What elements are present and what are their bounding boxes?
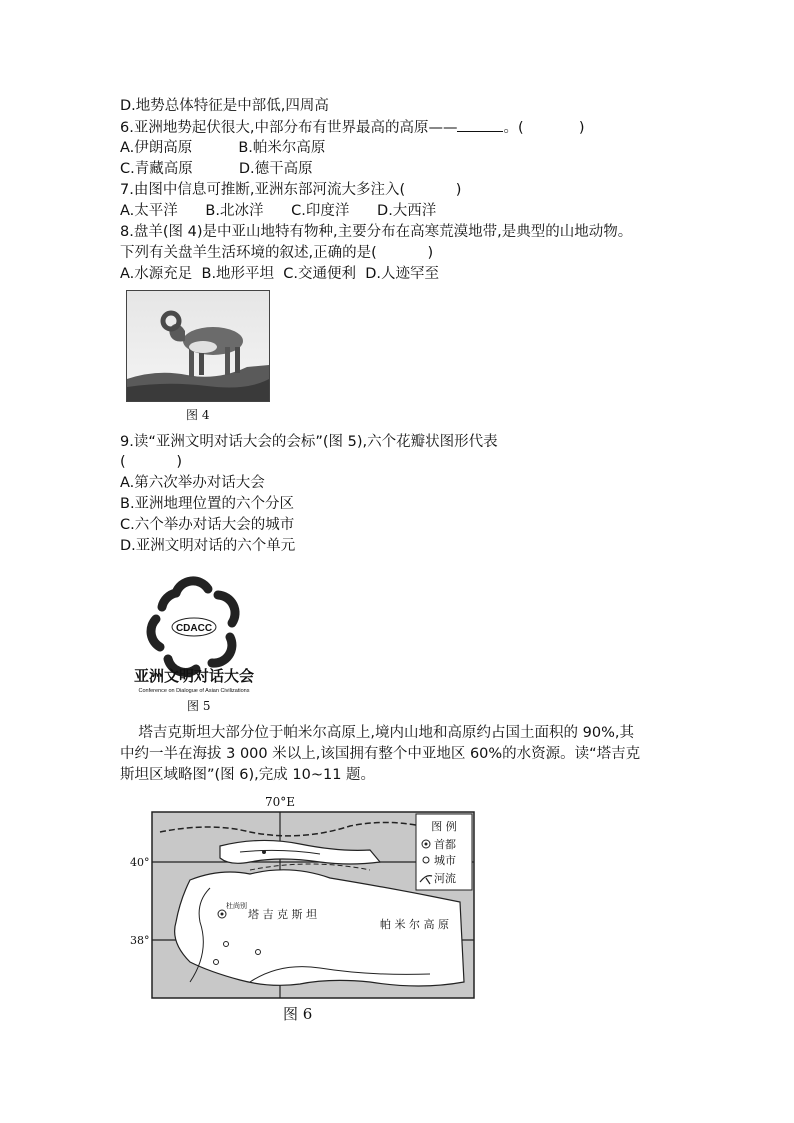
plateau-label: 帕 米 尔 高 原	[380, 918, 449, 931]
answer-blank	[457, 117, 503, 132]
question-9-bracket: ( )	[120, 454, 183, 470]
logo-title-en: Conference on Dialogue of Asian Civilizations	[138, 688, 250, 694]
question-8-line1: 8.盘羊(图 4)是中亚山地特有物种,主要分布在高寒荒漠地带,是典型的山地动物。	[120, 224, 633, 240]
question-9-option-b: B.亚洲地理位置的六个分区	[120, 496, 295, 512]
argali-sheep-photo	[126, 290, 270, 402]
figure-4-caption: 图 4	[186, 408, 210, 422]
argali-sheep-image	[127, 291, 269, 401]
country-label: 塔 吉 克 斯 坦	[248, 908, 317, 921]
option-6d-line: D.地势总体特征是中部低,四周高	[120, 98, 329, 114]
question-7-options: A.太平洋 B.北冰洋 C.印度洋 D.大西洋	[120, 203, 437, 219]
legend-title: 图 例	[431, 820, 457, 833]
question-7: 7.由图中信息可推断,亚洲东部河流大多注入( )	[120, 182, 462, 198]
cdacc-logo-graphic	[126, 575, 266, 695]
cdacc-logo	[126, 575, 266, 695]
figure-6-caption: 图 6	[283, 1005, 313, 1023]
question-8-line2: 下列有关盘羊生活环境的叙述,正确的是( )	[120, 245, 434, 261]
legend-capital: 首都	[434, 838, 456, 851]
figure-5-caption: 图 5	[187, 699, 211, 713]
question-6-options-cd: C.青藏高原 D.德干高原	[120, 161, 313, 177]
question-6-bracket: 。( )	[503, 120, 585, 136]
question-9-option-c: C.六个举办对话大会的城市	[120, 517, 295, 533]
question-9-option-d: D.亚洲文明对话的六个单元	[120, 538, 296, 554]
lat-38-label: 38°	[130, 934, 150, 947]
lat-40-label: 40°	[130, 856, 150, 869]
logo-acronym: CDACC	[175, 623, 213, 634]
passage-line1: 塔吉克斯坦大部分位于帕米尔高原上,境内山地和高原约占国土面积的 90%,其	[120, 725, 634, 741]
city-symbol-icon	[423, 857, 429, 863]
map-legend	[416, 814, 472, 890]
legend-river: 河流	[434, 872, 456, 885]
logo-title-cn: 亚洲文明对话大会	[133, 667, 255, 685]
legend-city: 城市	[434, 854, 456, 867]
question-6	[120, 117, 585, 138]
tajikistan-map	[130, 792, 490, 1004]
tajikistan-map-graphic	[130, 792, 490, 1004]
passage-line2: 中约一半在海拔 3 000 米以上,该国拥有整个中亚地区 60%的水资源。读“塔吉克	[120, 746, 641, 762]
capital-name-label: 杜尚别	[226, 902, 247, 910]
lon-70-label: 70°E	[264, 795, 296, 809]
question-9-line1: 9.读“亚洲文明对话大会的会标”(图 5),六个花瓣状图形代表	[120, 434, 498, 450]
question-8-options: A.水源充足 B.地形平坦 C.交通便利 D.人迹罕至	[120, 266, 439, 282]
passage-line3: 斯坦区域略图”(图 6),完成 10~11 题。	[120, 767, 376, 783]
question-9-option-a: A.第六次举办对话大会	[120, 475, 265, 491]
question-6-options-ab: A.伊朗高原 B.帕米尔高原	[120, 140, 326, 156]
question-6-text: 6.亚洲地势起伏很大,中部分布有世界最高的高原——	[120, 120, 458, 136]
